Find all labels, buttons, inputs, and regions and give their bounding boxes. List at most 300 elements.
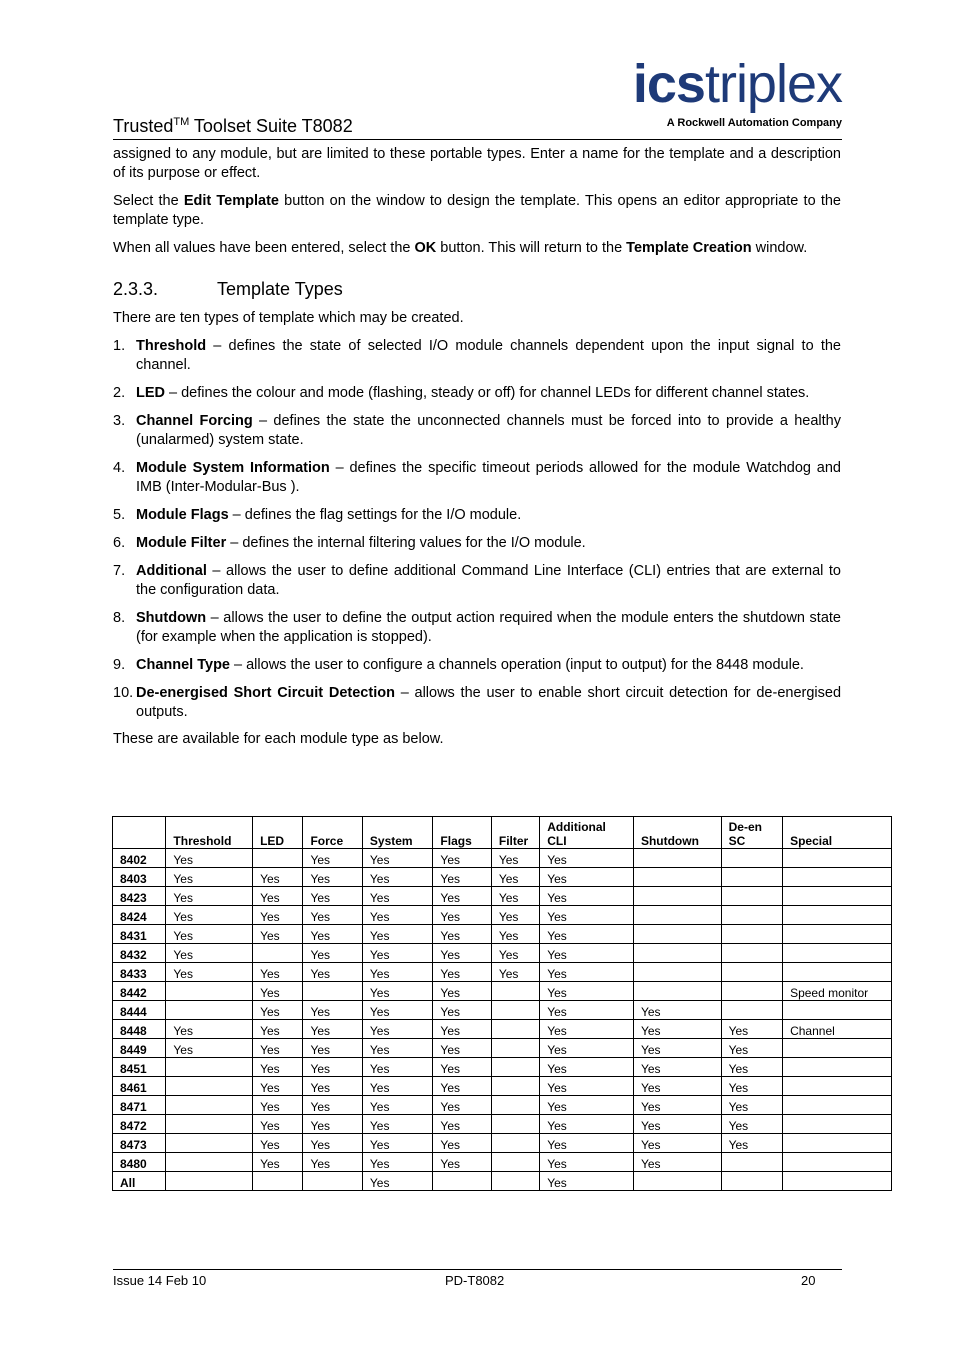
table-cell: Yes [433, 944, 491, 963]
item-text: – allows the user to define the output action required when the module enters the shutdown state (for example when the application is stopped). [136, 610, 841, 645]
table-cell: Yes [540, 887, 634, 906]
table-cell: Yes [540, 1020, 634, 1039]
table-cell: Yes [362, 1077, 433, 1096]
module-number-cell: 8433 [113, 963, 166, 982]
footer-doc-id: PD-T8082 [445, 1273, 505, 1288]
table-cell [721, 1001, 782, 1020]
table-cell: Yes [362, 868, 433, 887]
table-cell [166, 1096, 253, 1115]
ok-term: OK [414, 240, 437, 256]
module-template-table [112, 816, 892, 1191]
item-term: De-energised Short Circuit Detection [136, 685, 395, 701]
table-cell: Yes [491, 868, 539, 887]
table-cell [633, 906, 721, 925]
template-type-item [113, 684, 841, 722]
table-cell [166, 1172, 253, 1191]
table-cell: Yes [166, 963, 253, 982]
column-header: Threshold [166, 817, 253, 849]
table-cell: Yes [362, 1153, 433, 1172]
table-cell: Yes [362, 887, 433, 906]
table-cell [491, 1153, 539, 1172]
module-number-cell: 8402 [113, 849, 166, 868]
table-cell: Yes [166, 868, 253, 887]
table-row [113, 887, 892, 906]
table-cell [783, 925, 892, 944]
table-cell [721, 906, 782, 925]
table-cell [633, 944, 721, 963]
table-cell [633, 849, 721, 868]
logo-tagline: A Rockwell Automation Company [666, 117, 842, 129]
table-cell [783, 1077, 892, 1096]
table-cell [721, 868, 782, 887]
table-cell: Yes [362, 1058, 433, 1077]
text: button on the window to design the template. This opens an editor appropriate to the template type. [113, 193, 841, 228]
table-cell: Yes [433, 982, 491, 1001]
table-cell [721, 925, 782, 944]
item-text: – defines the internal filtering values for the I/O module. [226, 535, 586, 551]
table-cell: Yes [540, 1001, 634, 1020]
table-cell: Yes [540, 868, 634, 887]
module-number-cell: 8473 [113, 1134, 166, 1153]
text: When all values have been entered, select the [113, 240, 415, 256]
table-cell: Yes [633, 1153, 721, 1172]
table-cell: Yes [540, 849, 634, 868]
table-cell: Yes [633, 1077, 721, 1096]
table-row [113, 982, 892, 1001]
template-type-item [113, 656, 841, 675]
item-term: Channel Forcing [136, 413, 253, 429]
item-text: – defines the flag settings for the I/O module. [228, 507, 522, 523]
table-cell: Yes [721, 1115, 782, 1134]
table-cell [491, 1096, 539, 1115]
table-cell [783, 1096, 892, 1115]
table-row [113, 1039, 892, 1058]
module-number-cell: 8471 [113, 1096, 166, 1115]
item-term: Module System Information [136, 460, 330, 476]
table-cell: Yes [362, 1115, 433, 1134]
module-number-cell: 8472 [113, 1115, 166, 1134]
item-term: Channel Type [136, 657, 230, 673]
table-cell: Yes [433, 1039, 491, 1058]
table-cell: Yes [253, 1077, 303, 1096]
table-cell: Yes [253, 925, 303, 944]
item-term: Threshold [136, 338, 207, 354]
module-number-cell: 8449 [113, 1039, 166, 1058]
table-cell [491, 1001, 539, 1020]
table-cell: Yes [253, 1039, 303, 1058]
table-row [113, 1058, 892, 1077]
item-number: 10. [113, 685, 134, 701]
item-number: 5. [113, 507, 126, 523]
item-text: – defines the colour and mode (flashing, steady or off) for channel LEDs for different channel states. [165, 385, 810, 401]
table-cell: Yes [303, 868, 362, 887]
module-number-cell: 8403 [113, 868, 166, 887]
table-cell: Yes [253, 1020, 303, 1039]
table-cell: Yes [303, 906, 362, 925]
table-cell [783, 1172, 892, 1191]
section-lead: There are ten types of template which may be created. [113, 310, 464, 326]
table-cell [783, 963, 892, 982]
table-cell: Yes [721, 1020, 782, 1039]
page-header [113, 55, 842, 140]
table-cell: Yes [253, 1096, 303, 1115]
table-cell: Yes [303, 1020, 362, 1039]
table-cell: Yes [303, 1134, 362, 1153]
table-cell: Yes [540, 1039, 634, 1058]
table-cell [491, 1134, 539, 1153]
table-cell: Yes [633, 1115, 721, 1134]
table-cell [166, 1001, 253, 1020]
table-cell [633, 925, 721, 944]
table-cell [783, 868, 892, 887]
table-row [113, 963, 892, 982]
table-cell [166, 1077, 253, 1096]
column-header: LED [253, 817, 303, 849]
section-title: Template Types [217, 279, 343, 299]
intro-paragraph-3 [113, 239, 841, 258]
table-cell: Yes [433, 963, 491, 982]
table-cell: Yes [166, 1020, 253, 1039]
table-cell: Yes [633, 1134, 721, 1153]
module-number-cell: 8432 [113, 944, 166, 963]
table-cell [721, 849, 782, 868]
table-cell [633, 868, 721, 887]
table-cell: Yes [633, 1020, 721, 1039]
template-type-item [113, 609, 841, 647]
module-number-cell: 8461 [113, 1077, 166, 1096]
table-cell [633, 1172, 721, 1191]
table-cell: Yes [540, 906, 634, 925]
table-cell: Yes [303, 1153, 362, 1172]
table-cell: Yes [433, 1001, 491, 1020]
table-cell: Yes [540, 1096, 634, 1115]
table-cell: Channel [783, 1020, 892, 1039]
table-cell: Yes [253, 1001, 303, 1020]
table-cell: Yes [253, 868, 303, 887]
table-cell: Yes [362, 906, 433, 925]
table-cell: Yes [633, 1058, 721, 1077]
table-row [113, 1115, 892, 1134]
column-header: Filter [491, 817, 539, 849]
table-row [113, 1020, 892, 1039]
column-header [113, 817, 166, 849]
table-cell: Yes [362, 849, 433, 868]
table-cell: Yes [362, 1096, 433, 1115]
column-header: Flags [433, 817, 491, 849]
table-cell: Yes [540, 1134, 634, 1153]
table-cell [783, 849, 892, 868]
table-cell [633, 982, 721, 1001]
table-lead: These are available for each module type as below. [113, 731, 444, 747]
template-types-list [113, 337, 841, 722]
item-term: Additional [136, 563, 207, 579]
item-term: LED [136, 385, 165, 401]
table-cell: Yes [166, 1039, 253, 1058]
text: window. [751, 240, 808, 256]
table-cell: Yes [633, 1001, 721, 1020]
table-cell: Yes [253, 887, 303, 906]
table-cell: Yes [253, 906, 303, 925]
item-term: Module Filter [136, 535, 227, 551]
table-cell: Yes [491, 887, 539, 906]
logo-triplex: triplex [704, 54, 842, 114]
section-number: 2.3.3. [113, 279, 159, 299]
table-cell: Yes [362, 1039, 433, 1058]
table-row [113, 868, 892, 887]
item-text: – allows the user to configure a channels operation (input to output) for the 8448 module. [230, 657, 804, 673]
table-cell: Yes [303, 1001, 362, 1020]
table-cell: Yes [433, 887, 491, 906]
table-cell [166, 982, 253, 1001]
title-prefix: Trusted [113, 116, 174, 136]
table-cell: Yes [303, 1039, 362, 1058]
table-cell [166, 1058, 253, 1077]
section-heading [113, 280, 841, 299]
table-cell [253, 1172, 303, 1191]
table-cell: Yes [721, 1077, 782, 1096]
table-cell: Yes [721, 1134, 782, 1153]
table-cell: Yes [433, 1020, 491, 1039]
table-cell: Yes [362, 1001, 433, 1020]
table-row [113, 1134, 892, 1153]
text: button. This will return to the [436, 240, 627, 256]
table-cell: Yes [433, 906, 491, 925]
module-number-cell: 8444 [113, 1001, 166, 1020]
table-cell [491, 1172, 539, 1191]
table-cell: Yes [362, 1020, 433, 1039]
table-cell [166, 1115, 253, 1134]
table-cell: Yes [303, 1077, 362, 1096]
item-term: Shutdown [136, 610, 207, 626]
table-cell: Yes [303, 1115, 362, 1134]
intro-paragraph-2 [113, 192, 841, 230]
table-cell: Yes [362, 982, 433, 1001]
table-cell: Yes [491, 849, 539, 868]
table-cell [633, 963, 721, 982]
column-header: Shutdown [633, 817, 721, 849]
trademark-sup: TM [173, 116, 190, 128]
title-suffix: Toolset Suite T8082 [189, 116, 353, 136]
table-cell: Yes [433, 868, 491, 887]
table-cell [491, 1058, 539, 1077]
table-cell [491, 1020, 539, 1039]
table-cell: Yes [362, 925, 433, 944]
table-row [113, 1001, 892, 1020]
column-header: Additional CLI [540, 817, 634, 849]
table-cell [783, 1039, 892, 1058]
table-cell: Yes [253, 1058, 303, 1077]
table-cell: Yes [433, 1153, 491, 1172]
table-cell: Yes [540, 963, 634, 982]
table-cell: Yes [633, 1096, 721, 1115]
table-row [113, 925, 892, 944]
table-cell [253, 944, 303, 963]
table-cell: Yes [540, 1172, 634, 1191]
table-cell [783, 1115, 892, 1134]
module-number-cell: 8431 [113, 925, 166, 944]
table-cell [491, 1039, 539, 1058]
table-row [113, 1153, 892, 1172]
table-cell [166, 1134, 253, 1153]
table-cell: Yes [303, 1096, 362, 1115]
template-type-item [113, 506, 841, 525]
table-cell [783, 906, 892, 925]
table-cell [303, 1172, 362, 1191]
table-cell: Yes [253, 963, 303, 982]
table-row [113, 944, 892, 963]
table-row [113, 849, 892, 868]
template-type-item [113, 459, 841, 497]
item-term: Module Flags [136, 507, 229, 523]
table-cell: Yes [303, 944, 362, 963]
table-cell: Yes [166, 906, 253, 925]
item-number: 1. [113, 338, 126, 354]
table-cell: Yes [303, 849, 362, 868]
module-number-cell: 8480 [113, 1153, 166, 1172]
table-cell: Yes [491, 925, 539, 944]
module-number-cell: All [113, 1172, 166, 1191]
table-cell: Yes [433, 1058, 491, 1077]
table-cell [721, 887, 782, 906]
template-type-item [113, 384, 841, 403]
module-number-cell: 8424 [113, 906, 166, 925]
table-cell: Yes [166, 944, 253, 963]
table-cell [253, 849, 303, 868]
item-text: – defines the specific timeout periods allowed for the module Watchdog and IMB (Inter-Modular-Bus ). [136, 460, 841, 495]
table-row [113, 1096, 892, 1115]
template-creation-term: Template Creation [626, 240, 752, 256]
column-header: System [362, 817, 433, 849]
table-cell: Yes [540, 925, 634, 944]
table-cell: Yes [433, 925, 491, 944]
table-cell: Yes [166, 849, 253, 868]
table-cell: Yes [303, 1058, 362, 1077]
module-number-cell: 8442 [113, 982, 166, 1001]
item-number: 9. [113, 657, 126, 673]
table-body [113, 849, 892, 1191]
table-cell: Yes [721, 1096, 782, 1115]
table-cell: Yes [540, 982, 634, 1001]
table-cell [783, 1058, 892, 1077]
page-content [113, 145, 841, 758]
module-number-cell: 8451 [113, 1058, 166, 1077]
table-cell: Yes [166, 887, 253, 906]
table-cell: Speed monitor [783, 982, 892, 1001]
table-cell: Yes [253, 982, 303, 1001]
table-cell: Yes [303, 887, 362, 906]
table-cell [721, 963, 782, 982]
item-number: 4. [113, 460, 126, 476]
item-text: – defines the state the unconnected channels must be forced into to provide a healthy (unalarmed) system state. [136, 413, 841, 448]
footer-page-number: 20 [801, 1273, 816, 1288]
table-cell [783, 1001, 892, 1020]
table-cell [491, 1077, 539, 1096]
table-cell [783, 1153, 892, 1172]
table-header-row [113, 817, 892, 849]
table-cell: Yes [362, 963, 433, 982]
table-cell: Yes [540, 1153, 634, 1172]
table-cell: Yes [433, 1134, 491, 1153]
table-cell [721, 1153, 782, 1172]
item-number: 6. [113, 535, 126, 551]
table-cell: Yes [721, 1039, 782, 1058]
table-cell [166, 1153, 253, 1172]
page-footer [113, 1269, 842, 1288]
table-cell [433, 1172, 491, 1191]
table-cell [491, 982, 539, 1001]
table-cell: Yes [362, 944, 433, 963]
table-cell: Yes [166, 925, 253, 944]
template-type-item [113, 412, 841, 450]
table-cell: Yes [253, 1134, 303, 1153]
table-cell [633, 887, 721, 906]
text: Select the [113, 193, 184, 209]
table-cell: Yes [491, 906, 539, 925]
table-cell: Yes [433, 1096, 491, 1115]
table-cell [491, 1115, 539, 1134]
table-cell: Yes [253, 1153, 303, 1172]
template-type-item [113, 337, 841, 375]
table-cell: Yes [633, 1039, 721, 1058]
item-text: – allows the user to enable short circuit detection for de-energised outputs. [136, 685, 842, 720]
table-cell: Yes [540, 1077, 634, 1096]
table-cell: Yes [362, 1134, 433, 1153]
table-cell: Yes [362, 1172, 433, 1191]
module-number-cell: 8423 [113, 887, 166, 906]
logo-ics: ics [632, 54, 705, 114]
table-cell: Yes [491, 944, 539, 963]
table-cell: Yes [721, 1058, 782, 1077]
table-cell: Yes [253, 1115, 303, 1134]
column-header: De-en SC [721, 817, 782, 849]
item-number: 2. [113, 385, 126, 401]
table-cell: Yes [303, 925, 362, 944]
item-number: 7. [113, 563, 126, 579]
table-cell: Yes [433, 849, 491, 868]
item-number: 3. [113, 413, 126, 429]
template-type-item [113, 534, 841, 553]
table-cell: Yes [491, 963, 539, 982]
table-row [113, 1172, 892, 1191]
company-logo [632, 54, 842, 129]
edit-template-term: Edit Template [183, 193, 279, 209]
column-header: Force [303, 817, 362, 849]
footer-issue: Issue 14 Feb 10 [113, 1273, 207, 1288]
table-cell [721, 944, 782, 963]
intro-paragraph-1: assigned to any module, but are limited to these portable types. Enter a name for the template and a description of its purpose or effect. [113, 146, 841, 181]
table-row [113, 906, 892, 925]
table-row [113, 1077, 892, 1096]
table-cell [721, 1172, 782, 1191]
table-cell [783, 887, 892, 906]
module-number-cell: 8448 [113, 1020, 166, 1039]
item-text: – defines the state of selected I/O module channels dependent upon the input signal to the channel. [136, 338, 841, 373]
document-title [113, 116, 353, 137]
table-cell [721, 982, 782, 1001]
table-cell: Yes [540, 1058, 634, 1077]
table-cell: Yes [540, 1115, 634, 1134]
item-number: 8. [113, 610, 126, 626]
table-cell [303, 982, 362, 1001]
table-cell: Yes [303, 963, 362, 982]
table-cell: Yes [433, 1077, 491, 1096]
table-cell: Yes [433, 1115, 491, 1134]
table-cell [783, 1134, 892, 1153]
template-type-item [113, 562, 841, 600]
table-cell [783, 944, 892, 963]
column-header: Special [783, 817, 892, 849]
item-text: – allows the user to define additional Command Line Interface (CLI) entries that are external to the configuration data. [136, 563, 841, 598]
